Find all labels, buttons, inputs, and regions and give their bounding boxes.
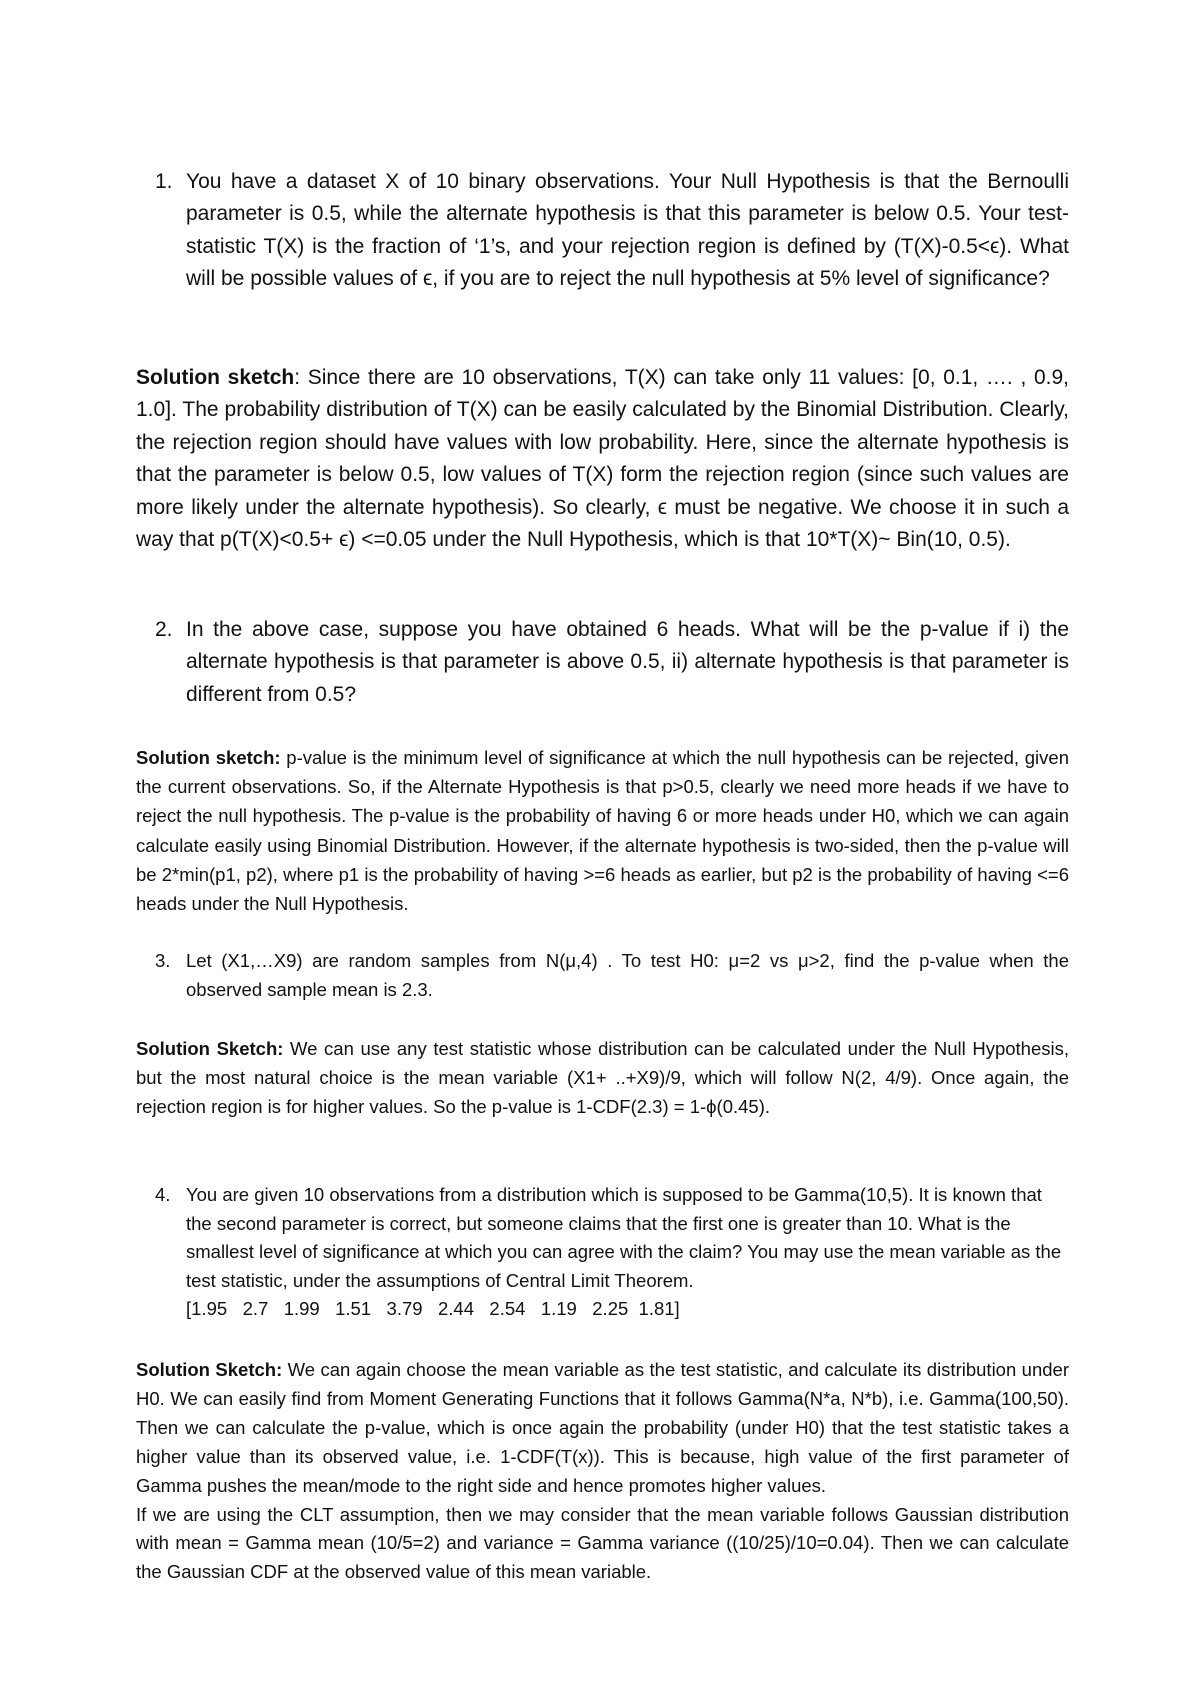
solution-2-text: p-value is the minimum level of significance at which the null hypothesis can be rejected, given the current observations. So, if the Alternate Hypothesis is that p>0.5, clearly we need more heads if we have to reject the null hypothesis. The p-value is the probability of having 6 or more heads under H0, which we can again calculate easily using Binomial Distribution. However, if the alternate hypothesis is two-sided, then the p-value will be 2*min(p1, p2), where p1 is the probability of having >=6 heads as earlier, but p2 is the probability of having <=6 heads under the Null Hypothesis. [136,747,1069,915]
question-3 [155,947,1069,1004]
question-1 [155,166,1069,295]
question-4 [155,1181,1069,1324]
solution-2 [136,743,1069,918]
solution-4-label: Solution Sketch: [136,1359,283,1380]
question-2-text: In the above case, suppose you have obtained 6 heads. What will be the p-value if i) the alternate hypothesis is that parameter is above 0.5, ii) alternate hypothesis is that parameter is different from 0.5? [186,618,1069,706]
solution-2-label: Solution sketch: [136,747,281,768]
solution-1-label: Solution sketch [136,366,295,389]
question-4-data: [1.95 2.7 1.99 1.51 3.79 2.44 2.54 1.19 2.25 1.81] [186,1298,680,1320]
solution-3-text: We can use any test statistic whose distribution can be calculated under the Null Hypothesis, but the most natural choice is the mean variable (X1+ ..+X9)/9, which will follow N(2, 4/9). Once again, the rejection region is for higher values. So the p-value is 1-CDF(2.3) = 1-ϕ(0.45). [136,1038,1070,1117]
question-2 [155,614,1069,711]
question-3-text: Let (X1,…X9) are random samples from N(μ,4) . To test H0: μ=2 vs μ>2, find the p-value when the observed sample mean is 2.3. [186,950,1069,1000]
question-4-number: 4. [155,1184,171,1205]
solution-1-text: : Since there are 10 observations, T(X) can take only 11 values: [0, 0.1, …. , 0.9, 1.0]. The probability distribution of T(X) can be easily calculated by the Binomial Distribution. Clearly, the rejection region should have values with low probability. Here, since the alternate hypothesis is that the parameter is below 0.5, low values of T(X) form the rejection region (since such values are more likely under the alternate hypothesis). So clearly, ϵ must be negative. We choose it in such a way that p(T(X)<0.5+ ϵ) <=0.05 under the Null Hypothesis, which is that 10*T(X)~ Bin(10, 0.5). [136,366,1070,552]
solution-4-para-2: If we are using the CLT assumption, then we may consider that the mean variable follows Gaussian distribution with mean = Gamma mean (10/5=2) and variance = Gamma variance ((10/25)/10=0.04). Then we can calculate the Gaussian CDF at the observed value of this mean variable. [136,1503,1069,1583]
solution-4-para-1 [136,1356,1069,1501]
question-1-text: You have a dataset X of 10 binary observations. Your Null Hypothesis is that the Bernoulli parameter is 0.5, while the alternate hypothesis is that this parameter is below 0.5. Your test-statistic T(X) is the fraction of ‘1’s, and your rejection region is defined by (T(X)-0.5<ϵ). What will be possible values of ϵ, if you are to reject the null hypothesis at 5% level of significance? [186,170,1069,290]
question-4-text: You are given 10 observations from a distribution which is supposed to be Gamma(10,5). It is known that the second parameter is correct, but someone claims that the first one is greater than 10. What is the smallest level of significance at which you can agree with the claim? You may use the mean variable as the test statistic, under the assumptions of Central Limit Theorem. [186,1184,1062,1291]
question-2-number: 2. [155,618,173,641]
question-3-number: 3. [155,950,171,971]
solution-3 [136,1035,1069,1121]
solution-4 [136,1356,1069,1587]
question-1-number: 1. [155,170,173,193]
solution-4-text: We can again choose the mean variable as the test statistic, and calculate its distribution under H0. We can easily find from Moment Generating Functions that it follows Gamma(N*a, N*b), i.e. Gamma(100,50). Then we can calculate the p-value, which is once again the probability (under H0) that the test statistic takes a higher value than its observed value, i.e. 1-CDF(T(x)). This is because, high value of the first parameter of Gamma pushes the mean/mode to the right side and hence promotes higher values. [136,1359,1069,1496]
solution-1 [136,362,1069,556]
solution-3-label: Solution Sketch: [136,1038,284,1059]
